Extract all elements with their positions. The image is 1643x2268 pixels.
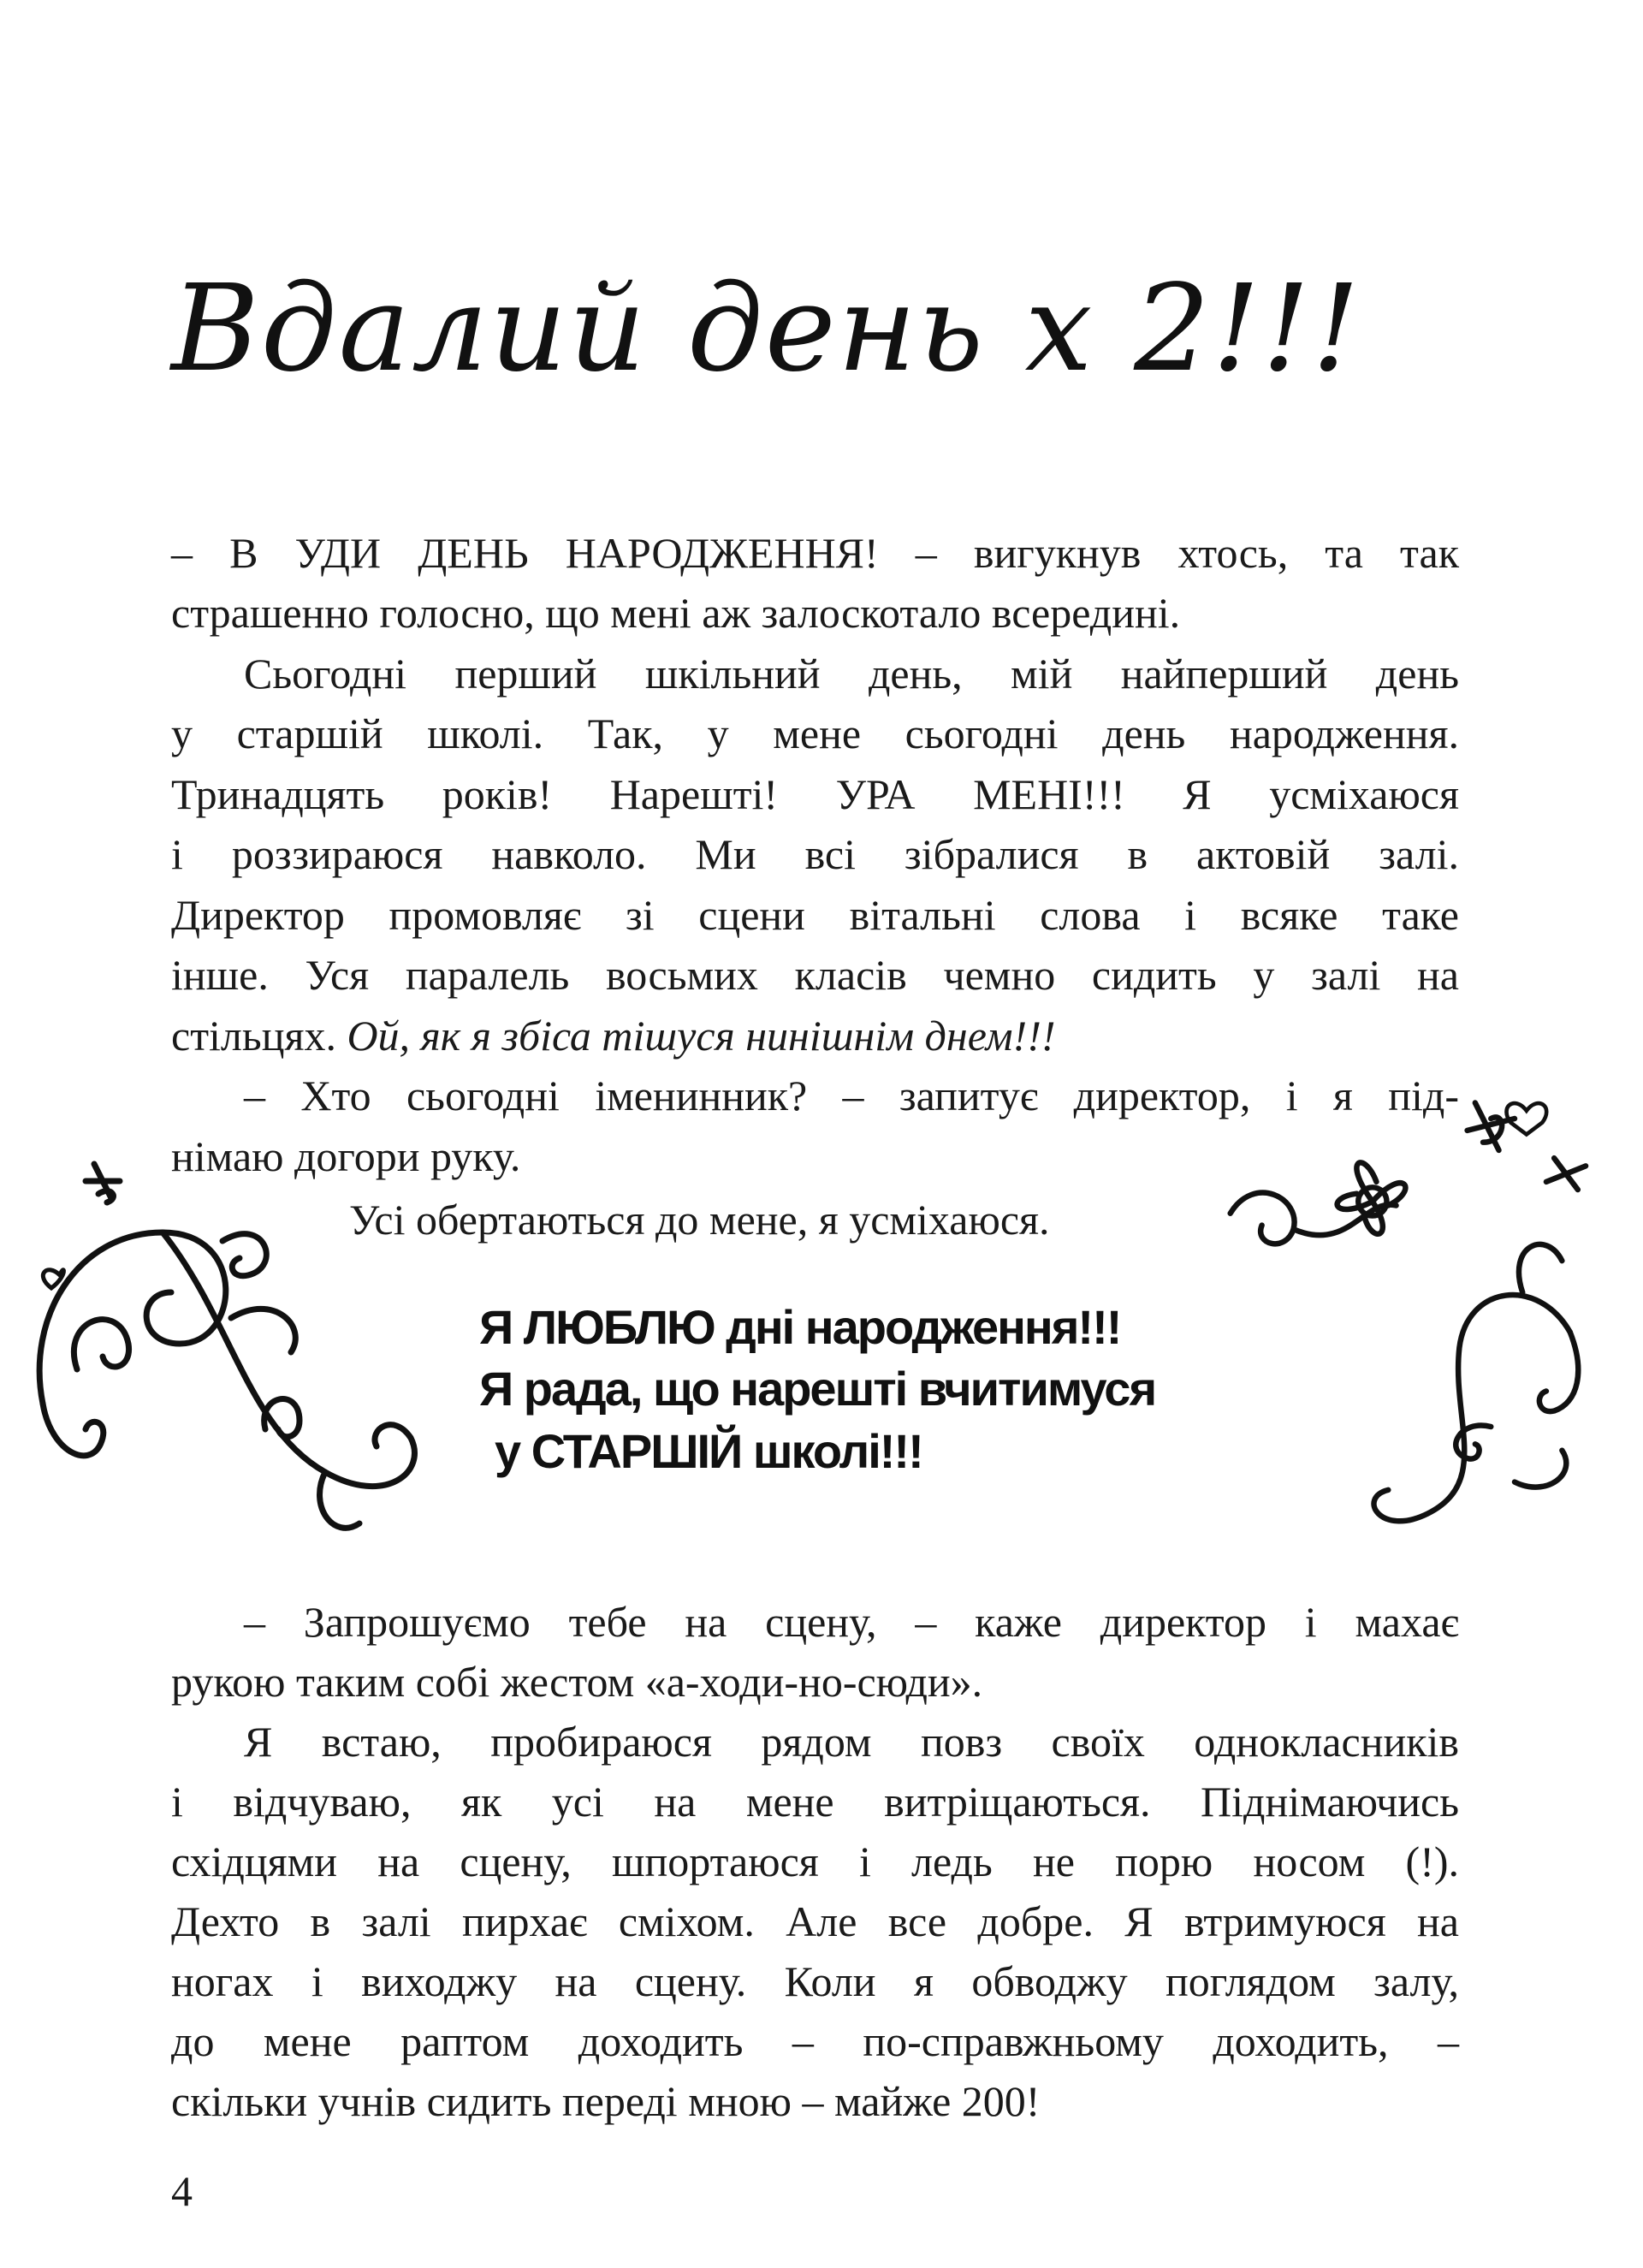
text-line <box>171 1006 1459 1066</box>
text-line: німаю догори руку. <box>171 1132 521 1180</box>
chapter-title: Вдалий день х 2!!! <box>171 259 1361 399</box>
text-line: ногах і виходжу на сцену. Коли я обводжу поглядом залу, <box>171 1957 1459 2005</box>
text-line: інше. Уся паралель восьмих класів чемно сидить у залі на <box>171 951 1459 999</box>
text-line: східцями на сцену, шпортаюся і ледь не порю носом (!). <box>171 1838 1459 1885</box>
callout-line: у СТАРШІЙ школі!!! <box>495 1424 922 1478</box>
text-line: страшенно голосно, що мені аж залоскотало всередині. <box>171 589 1181 637</box>
page-number: 4 <box>171 2167 193 2215</box>
text-line: Директор промовляє зі сцени вітальні слова і всяке таке <box>171 891 1459 939</box>
callout-line: Я ЛЮБЛЮ дні народження!!! <box>479 1300 1121 1354</box>
callout-line: Я рада, що нарешті вчитимуся <box>479 1362 1156 1416</box>
text-line: Я встаю, пробираюся рядом повз своїх однокласників <box>244 1718 1459 1766</box>
text-line: і відчуваю, як усі на мене витріщаються. Піднімаючись <box>171 1778 1459 1826</box>
text-line: у старшій школі. Так, у мене сьогодні день народження. <box>171 709 1459 757</box>
text-normal: стільцях. <box>171 1012 347 1060</box>
text-line: Дехто в залі пирхає сміхом. Але все добре. Я втримуюся на <box>171 1897 1459 1945</box>
left-swirl-ornament <box>26 1147 471 1558</box>
text-line: Тринадцять років! Нарешті! УРА МЕНІ!!! Я усміхаюся <box>171 770 1459 818</box>
text-line: – Хто сьогодні іменинник? – запитує директор, і я під- <box>244 1072 1459 1119</box>
text-line: і роззираюся навколо. Ми всі зібралися в актовій залі. <box>171 830 1459 878</box>
text-line: Сьогодні перший шкільний день, мій найперший день <box>244 650 1459 698</box>
text-line: Усі обертаються до мене, я усміхаюся. <box>349 1196 1050 1244</box>
right-swirl-ornament <box>1207 1087 1617 1561</box>
text-line: до мене раптом доходить – по-справжньому доходить, – <box>171 2017 1459 2065</box>
text-line: – Запрошуємо тебе на сцену, – каже директор і махає <box>244 1598 1459 1646</box>
text-line: – В УДИ ДЕНЬ НАРОДЖЕННЯ! – вигукнув хтось, та так <box>171 529 1459 577</box>
text-line: скільки учнів сидить переді мною – майже 200! <box>171 2077 1041 2125</box>
text-line: рукою таким собі жестом «а-ходи-но-сюди». <box>171 1658 983 1706</box>
text-italic: Ой, як я збіса тішуся нинішнім днем!!! <box>347 1012 1056 1060</box>
